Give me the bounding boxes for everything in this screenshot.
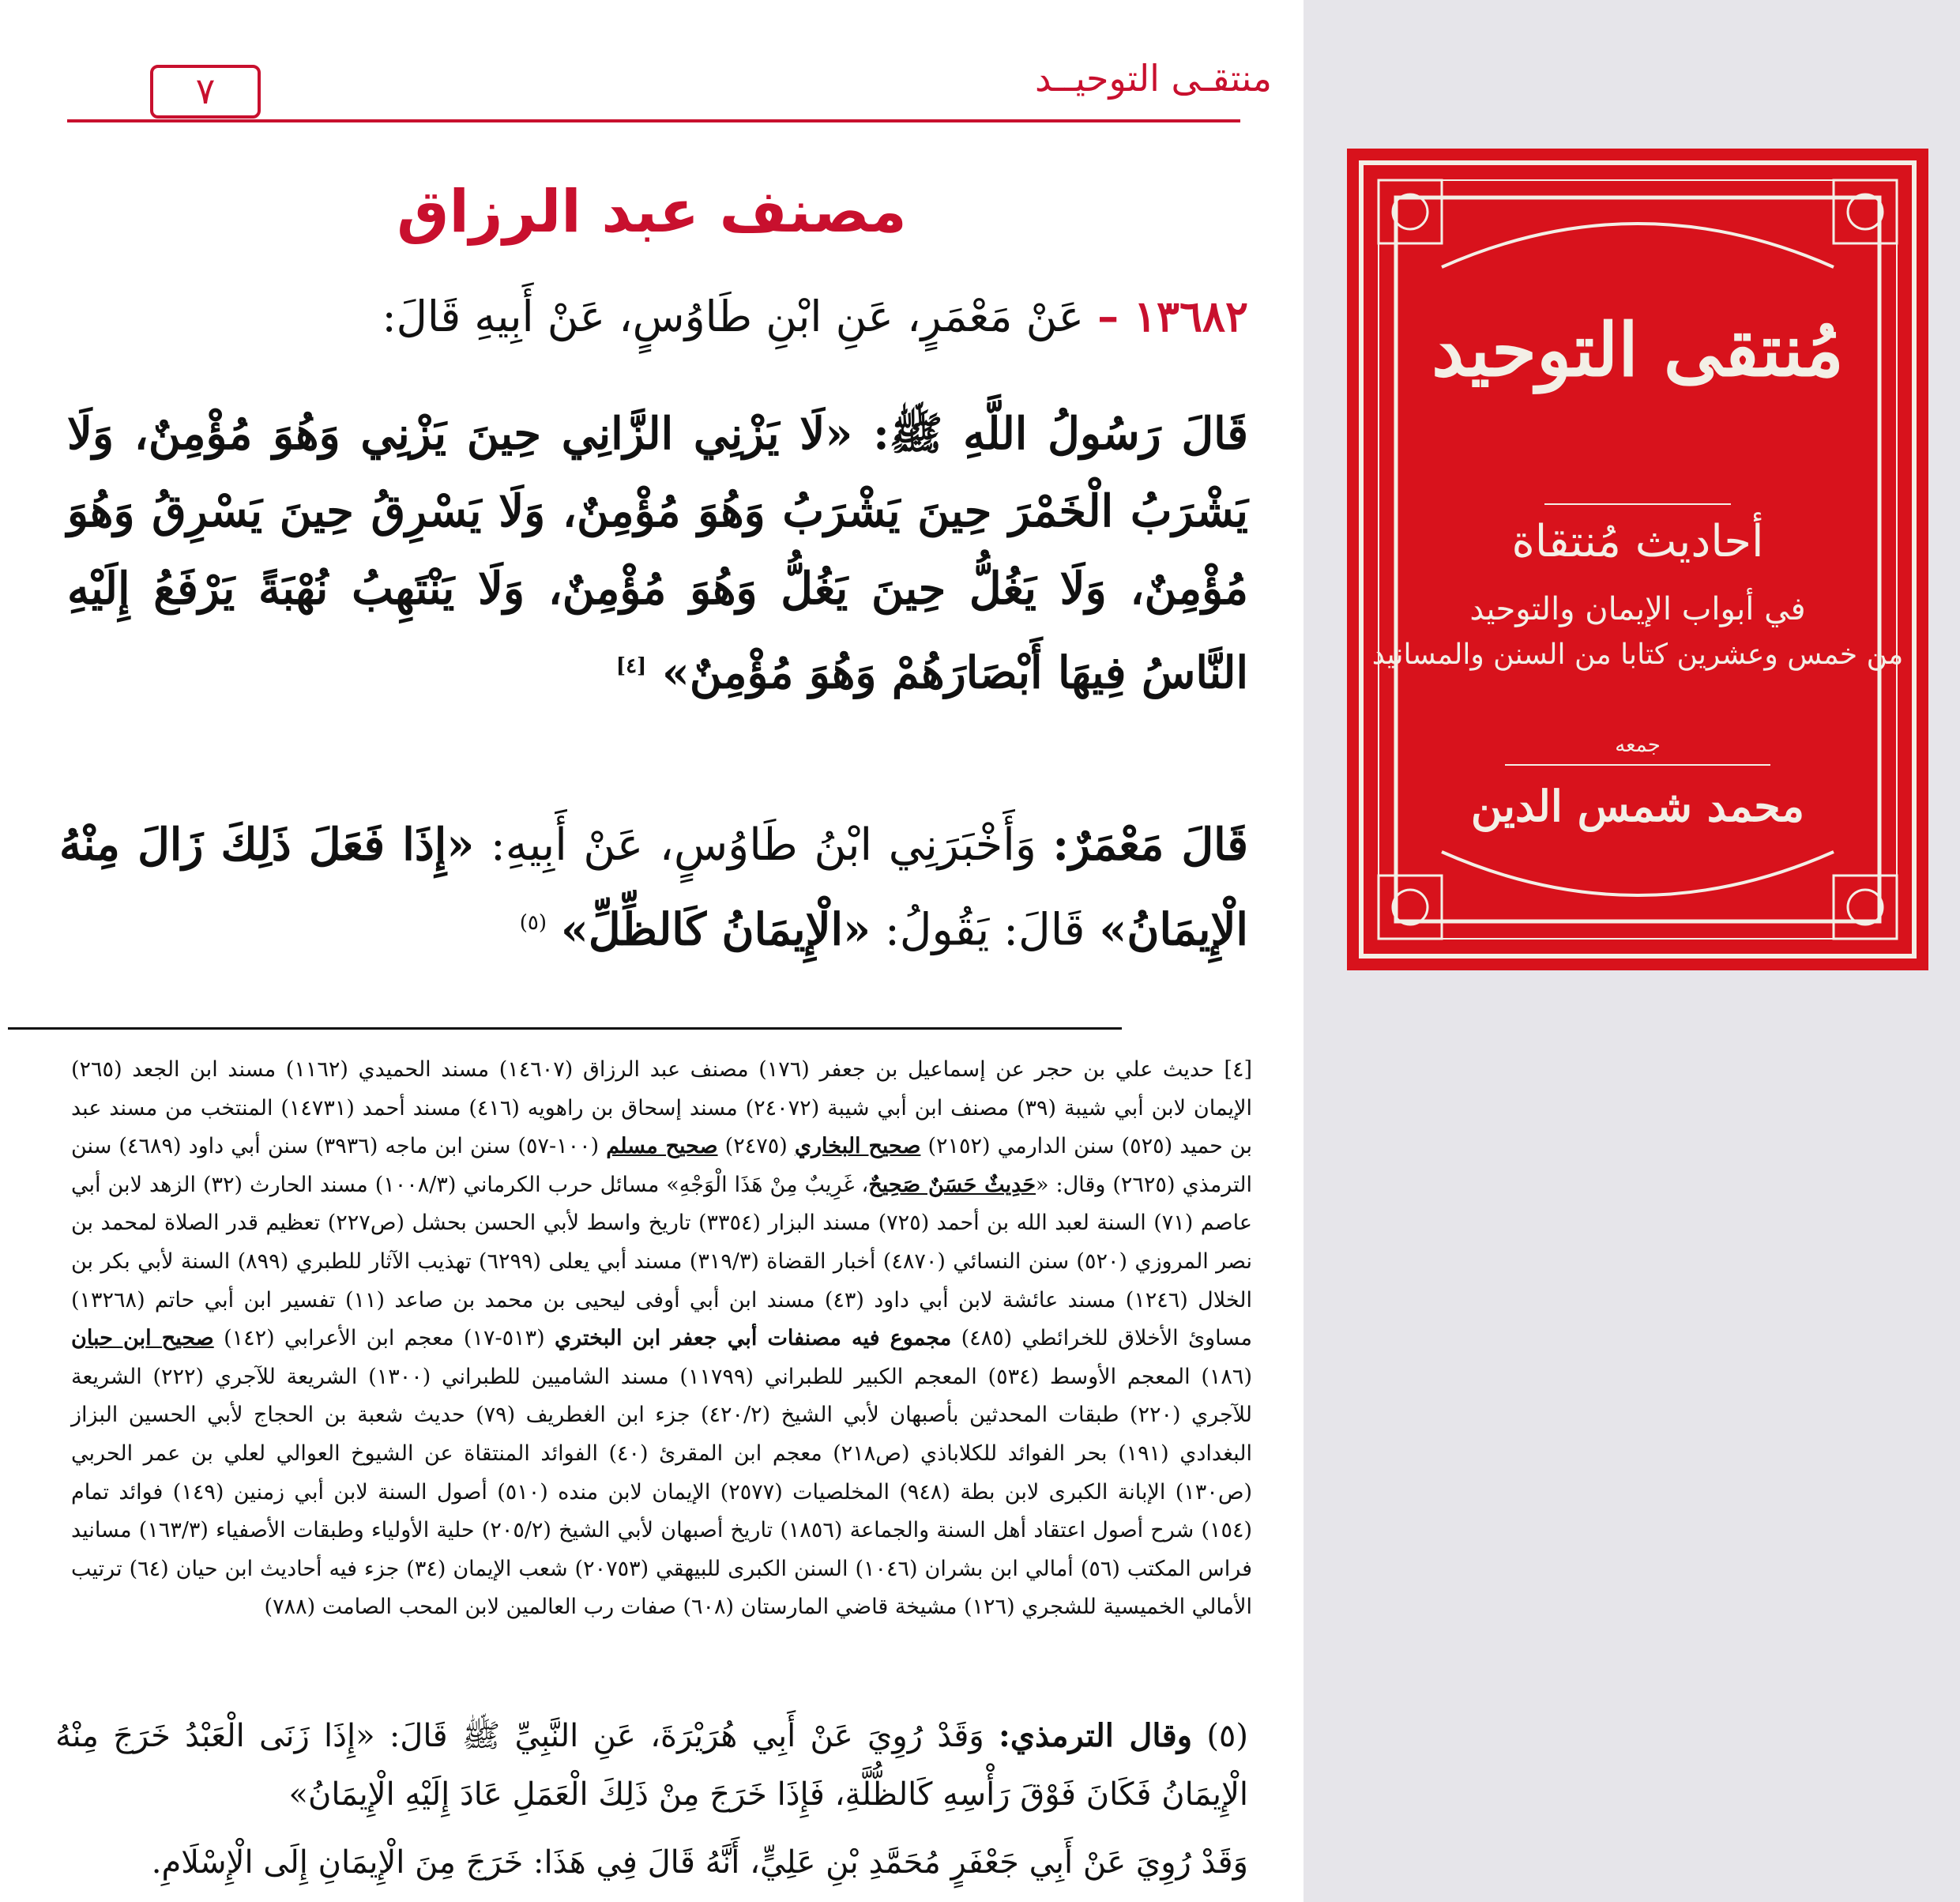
footnote-5-second: وَقَدْ رُوِيَ عَنْ أَبِي جَعْفَرٍ مُحَمَّدِ بْنِ عَلِيٍّ، أَنَّهُ قَالَ فِي هَذَا: خَرَجَ مِنَ الْإِيمَانِ إِلَى الْإِسْلَامِ. xyxy=(151,1844,1248,1881)
hadith-number: ١٣٦٨٢ – xyxy=(1097,291,1248,341)
cover-author: محمد شمس الدين xyxy=(1470,781,1805,831)
second-quote-2: «الْإِيمَانُ كَالظِّلِّ» xyxy=(560,903,871,956)
second-quote: «إِذَا فَعَلَ ذَلِكَ زَالَ مِنْهُ الْإِيمَانُ» xyxy=(59,819,1248,956)
cover-line-2: من خمس وعشرين كتابا من السنن والمسانيد xyxy=(1371,638,1904,671)
second-mid: قَالَ: يَقُولُ: xyxy=(884,904,1085,956)
second-chain: وَأَخْبَرَنِي ابْنُ طَاوُسٍ، عَنْ أَبِيهِ: xyxy=(490,819,1036,871)
cover-subtitle: أحاديث مُنتقاة xyxy=(1511,516,1764,567)
footnote-4-part-3: (١٠٠-٥٧) سنن ابن ماجه (٣٩٣٦) سنن أبي داود (٤٦٨٩) سنن الترمذي (٢٦٢٥) وقال: « xyxy=(71,1134,1252,1197)
footnote-4 xyxy=(71,1051,1252,1627)
hadith-chain-text: عَنْ مَعْمَرٍ، عَنِ ابْنِ طَاوُسٍ، عَنْ أَبِيهِ قَالَ: xyxy=(382,292,1084,341)
footnote-4-part-4: ، غَرِيبٌ مِنْ هَذَا الْوَجْهِ» مسائل حرب الكرماني (١٠٠٨/٣) مسند الحارث (٣٢) الزهد لابن أبي عاصم (٧١) السنة لعبد الله بن أحمد (٧٢٥) مسند البزار (٣٣٥٤) تاريخ واسط لأبي الحسن بحشل (ص٢٢٧) تعظيم قدر الصلاة لمحمد بن نصر المروزي (٥٢٠) سنن النسائي (٤٨٧٠) أخبار القضاة (٣١٩/٣) مسند أبي يعلى (٦٢٩٩) تهذيب الآثار للطبري (٨٩٩) السنة لأبي بكر بن الخلال (١٢٤٦) مسند عائشة لابن أبي داود (٤٣) مسند ابن أبي أوفى ليحيى بن محمد بن صاعد (١١) تفسير ابن أبي حاتم (١٣٢٦٨) مساوئ الأخلاق للخرائطي (٤٨٥) xyxy=(71,1172,1252,1351)
footnote-rule xyxy=(8,1027,1122,1030)
footnote-ref-5: (٥) xyxy=(519,911,547,935)
sahih-bukhari: صحيح البخاري xyxy=(794,1134,921,1159)
hadith-text xyxy=(67,395,1248,712)
footnote-4-part-2: (٢٤٧٥) xyxy=(724,1134,788,1159)
footnote-4-part-6: (١٨٦) المعجم الأوسط (٥٣٤) المعجم الكبير للطبراني (١١٧٩٩) مسند الشاميين للطبراني (١٣٠٠) الشريعة للآجري (٢٢٢) الشريعة للآجري (٢٢٠) طبقات المحدثين بأصبهان لأبي الشيخ (٤٢٠/٢) جزء ابن الغطريف (٧٩) حديث شعبة بن الحجاج لأبي الحسين البزاز البغدادي (١٩١) بحر الفوائد للكلاباذي (ص٢١٨) معجم ابن المقرئ (٤٠) الفوائد المنتقاة عن الشيوخ العوالي لعلي بن عمر الحربي (ص١٣٠) الإبانة الكبرى لابن بطة (٩٤٨) المخلصيات (٢٥٧٧) الإيمان لابن منده (٥١٠) أصول السنة لابن أبي زمنين (١٤٩) فوائد تمام (١٥٤) شرح أصول اعتقاد أهل السنة والجماعة (١٨٥٦) تاريخ أصبهان لأبي الشيخ (٢٠٥/٢) حلية الأولياء وطبقات الأصفياء (١٦٣/٣) مسانيد فراس المكتب (٥٦) أمالي ابن بشران (١٠٤٦) السنن الكبرى للبيهقي (٢٠٧٥٣) شعب الإيمان (٣٤) جزء فيه أحاديث ابن حيان (٦٤) ترتيب الأمالي الخميسية للشجري (١٢٦) مشيخة قاضي المارستان (٦٠٨) صفات رب العالمين لابن المحب الصامت (٧٨٨) xyxy=(71,1364,1253,1620)
footnote-4-part-1: [٤] حديث علي بن حجر عن إسماعيل بن جعفر (١٧٦) مصنف عبد الرزاق (١٤٦٠٧) مسند الحميدي (١١٦٢) مسند ابن الجعد (٢٦٥) الإيمان لابن أبي شيبة (٣٩) مصنف ابن أبي شيبة (٢٤٠٧٢) مسند إسحاق بن راهويه (٤١٦) مسند أحمد (١٤٧٣١) المنتخب من مسند عبد بن حميد (٥٢٥) سنن الدارمي (٢١٥٢) xyxy=(71,1057,1252,1159)
mamar-prefix: قَالَ مَعْمَرٌ: xyxy=(1052,819,1249,871)
cover-compiled-label: جمعه xyxy=(1615,733,1661,757)
hadith-second-text xyxy=(59,806,1248,970)
majmu-bakhtari: مجموع فيه مصنفات أبي جعفر ابن البختري xyxy=(555,1326,952,1351)
footnote-4-part-5: (٥١٣-١٧) معجم ابن الأعرابي (١٤٢) xyxy=(224,1326,545,1351)
sahih-ibn-hibban: صحيح ابن حبان xyxy=(71,1326,214,1351)
footnote-5-ref: (٥) xyxy=(1206,1718,1249,1754)
cover-line-1: في أبواب الإيمان والتوحيد xyxy=(1469,591,1806,627)
page-number-box: ٧ xyxy=(150,65,261,119)
book-cover xyxy=(1347,149,1928,970)
hadith-chain xyxy=(47,284,1248,348)
footnote-5 xyxy=(55,1707,1248,1824)
tirmidhi-label: وقال الترمذي: xyxy=(998,1717,1193,1754)
cover-title: مُنتقى التوحيد xyxy=(1431,307,1844,393)
hasan-sahih: حَدِيثٌ حَسَنٌ صَحِيحٌ xyxy=(868,1172,1036,1197)
sahih-muslim: صحيح مسلم xyxy=(606,1134,718,1159)
header-rule xyxy=(67,119,1240,122)
running-title: منتقـى التوحيــد xyxy=(1035,57,1272,100)
footnote-ref-4: [٤] xyxy=(615,654,647,678)
hadith-body-text: قَالَ رَسُولُ اللَّهِ ﷺ: «لَا يَزْنِي الزَّانِي حِينَ يَزْنِي وَهُوَ مُؤْمِنٌ، وَلَا يَشْرَبُ الْخَمْرَ حِينَ يَشْرَبُ وَهُوَ مُؤْمِنٌ، وَلَا يَسْرِقُ حِينَ يَسْرِقُ وَهُوَ مُؤْمِنٌ، وَلَا يَغُلُّ حِينَ يَغُلُّ وَهُوَ مُؤْمِنٌ، وَلَا يَنْتَهِبُ نُهْبَةً يَرْفَعُ إِلَيْهِ النَّاسُ فِيهَا أَبْصَارَهُمْ وَهُوَ مُؤْمِنٌ» xyxy=(67,408,1248,699)
section-title: مصنف عبد الرزاق xyxy=(397,178,907,246)
footnote-5-text: وَقَدْ رُوِيَ عَنْ أَبِي هُرَيْرَةَ، عَنِ النَّبِيِّ ﷺ قَالَ: «إِذَا زَنَى الْعَبْدُ خَرَجَ مِنْهُ الْإِيمَانُ فَكَانَ فَوْقَ رَأْسِهِ كَالظُّلَّةِ، فَإِذَا خَرَجَ مِنْ ذَلِكَ الْعَمَلِ عَادَ إِلَيْهِ الْإِيمَانُ» xyxy=(55,1718,1248,1813)
